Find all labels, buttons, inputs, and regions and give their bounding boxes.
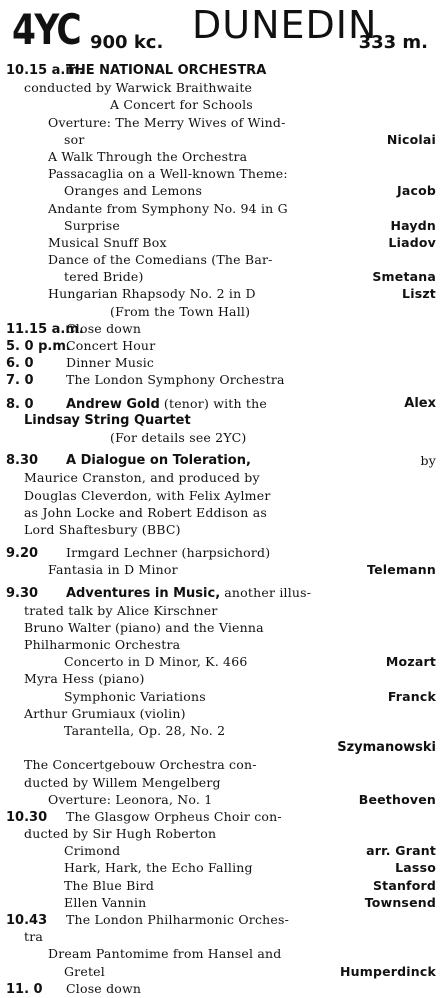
program-entry (6, 911, 436, 928)
entry-line: A Concert for Schools (110, 97, 253, 113)
entry-line (6, 791, 436, 808)
composer: Nicolai (386, 131, 436, 147)
entry-time: 9.30 (6, 586, 39, 602)
entry-time: 11.15 a.m. (6, 321, 84, 337)
entry-time: 6. 0 (6, 356, 34, 372)
entry-line: Andante from Symphony No. 94 in G (48, 200, 288, 216)
entry-title: The London Philharmonic Orches- (66, 912, 290, 927)
station-city: DUNEDIN (192, 3, 378, 47)
entry-text: (tenor) with the (163, 395, 268, 411)
piece-title: Gretel (64, 963, 105, 979)
composer: Stanford (372, 877, 436, 893)
entry-line (6, 688, 436, 705)
entry-title: The London Symphony Orchestra (66, 372, 285, 388)
entry-title: Irmgard Lechner (harpsichord) (66, 545, 271, 561)
piece-title: Overture: Leonora, No. 1 (48, 791, 213, 807)
entry-line: Douglas Cleverdon, with Felix Aylmer (24, 487, 271, 503)
composer: Humperdinck (339, 963, 436, 979)
entry-line: Tarantella, Op. 28, No. 2 (64, 722, 226, 738)
piece-title: sor (64, 131, 85, 147)
piece-title: Concerto in D Minor, K. 466 (64, 654, 248, 670)
entry-line: conducted by Warwick Braithwaite (24, 80, 253, 96)
radio-listing (6, 4, 436, 997)
composer: Telemann (367, 562, 436, 578)
entry-line: Myra Hess (piano) (24, 671, 145, 687)
entry-line: Bruno Walter (piano) and the Vienna (24, 619, 264, 635)
entry-title: Dinner Music (66, 355, 155, 371)
composer: Liszt (402, 286, 436, 302)
entry-title: Concert Hour (66, 338, 156, 353)
composer: Szymanowski (337, 740, 436, 756)
entry-line: Overture: The Merry Wives of Wind- (48, 114, 286, 130)
entry-line (6, 859, 436, 876)
entry-line: as John Locke and Robert Eddison as (24, 504, 267, 520)
entry-line (6, 963, 436, 980)
entry-line (6, 285, 436, 302)
program-entry (6, 584, 436, 601)
entry-line (6, 653, 436, 670)
piece-title: Fantasia in D Minor (48, 562, 178, 578)
station-header (6, 4, 436, 62)
program-entry (6, 354, 436, 371)
program-entry (6, 371, 436, 388)
entry-line (6, 561, 436, 578)
piece-title: Ellen Vannin (64, 894, 147, 910)
entry-time: 10.15 a.m. (6, 63, 84, 78)
entry-time: 8. 0 (6, 396, 34, 412)
piece-title: Hark, Hark, the Echo Falling (64, 860, 253, 876)
entry-text-end: Alex (404, 395, 436, 411)
piece-title: tered Bride) (64, 269, 144, 285)
entry-time: 10.30 (6, 809, 48, 825)
entry-title: Adventures in Music, (66, 586, 221, 602)
entry-line (6, 739, 436, 756)
composer: Liadov (388, 234, 436, 250)
entry-line: Arthur Grumiaux (violin) (24, 705, 186, 721)
entry-title: THE NATIONAL ORCHESTRA (66, 63, 267, 78)
entry-line: Lord Shaftesbury (BBC) (24, 521, 181, 537)
entry-line (6, 217, 436, 234)
entry-time: 5. 0 p.m. (6, 339, 71, 354)
entry-title: The Glasgow Orpheus Choir con- (66, 808, 282, 824)
composer: Haydn (390, 217, 436, 233)
entry-line: A Walk Through the Orchestra (48, 148, 248, 164)
entry-text: another illus- (224, 585, 312, 601)
entry-line: (For details see 2YC) (110, 429, 247, 445)
entry-title: Close down (66, 980, 142, 996)
composer: Townsend (364, 894, 436, 910)
entry-time: 11. 0 (6, 981, 43, 997)
entry-line (6, 268, 436, 285)
composer: arr. Grant (366, 843, 436, 859)
piece-title: Oranges and Lemons (64, 183, 203, 199)
composer: Lasso (395, 860, 436, 876)
entry-line: Philharmonic Orchestra (24, 637, 181, 652)
entry-title: Andrew Gold (66, 396, 160, 412)
composer: Smetana (372, 269, 436, 285)
program-entry (6, 395, 436, 412)
entry-line: The Concertgebouw Orchestra con- (24, 757, 257, 773)
program-entry (6, 808, 436, 825)
piece-title: Surprise (64, 217, 120, 233)
entry-line: ducted by Sir Hugh Roberton (24, 826, 217, 842)
entry-line: Dance of the Comedians (The Bar- (48, 252, 273, 268)
entry-line: tra (24, 929, 44, 945)
entry-time: 9.20 (6, 546, 39, 562)
program-entry (6, 980, 436, 997)
entry-line (6, 131, 436, 148)
composer: Franck (387, 688, 436, 704)
piece-title: Hungarian Rhapsody No. 2 in D (48, 286, 256, 302)
entry-line: ducted by Willem Mengelberg (24, 774, 221, 790)
station-frequency: 900 kc. (90, 32, 164, 53)
piece-title: Crimond (64, 843, 121, 859)
entry-time: 10.43 (6, 913, 48, 928)
entry-time: 8.30 (6, 453, 39, 469)
entry-line (6, 894, 436, 911)
entry-line: Passacaglia on a Well-known Theme: (48, 166, 288, 182)
program-entry (6, 452, 436, 469)
station-wavelength: 333 m. (358, 32, 428, 53)
composer: Beethoven (358, 791, 436, 807)
piece-title: The Blue Bird (64, 877, 155, 893)
program-entry (6, 337, 436, 354)
program-entry (6, 62, 436, 79)
entry-line: (From the Town Hall) (110, 303, 251, 319)
program-entry (6, 320, 436, 337)
entry-title: A Dialogue on Toleration, (66, 453, 251, 469)
entry-line: Lindsay String Quartet (24, 412, 191, 428)
entry-line (6, 842, 436, 859)
program-entry (6, 544, 436, 561)
piece-title: Musical Snuff Box (48, 234, 167, 250)
entry-title: Close down (66, 320, 142, 336)
composer: Jacob (396, 183, 436, 199)
entry-line (6, 234, 436, 251)
entry-line: Maurice Cranston, and produced by (24, 470, 260, 486)
entry-time: 7. 0 (6, 373, 34, 389)
entry-line: Dream Pantomime from Hansel and (48, 946, 282, 962)
entry-line (6, 182, 436, 199)
station-callsign: 4YC (12, 5, 81, 54)
composer: Mozart (385, 654, 436, 670)
entry-text-end: by (420, 453, 436, 469)
piece-title: Symphonic Variations (64, 688, 206, 704)
entry-line (6, 877, 436, 894)
entry-line: trated talk by Alice Kirschner (24, 602, 218, 618)
